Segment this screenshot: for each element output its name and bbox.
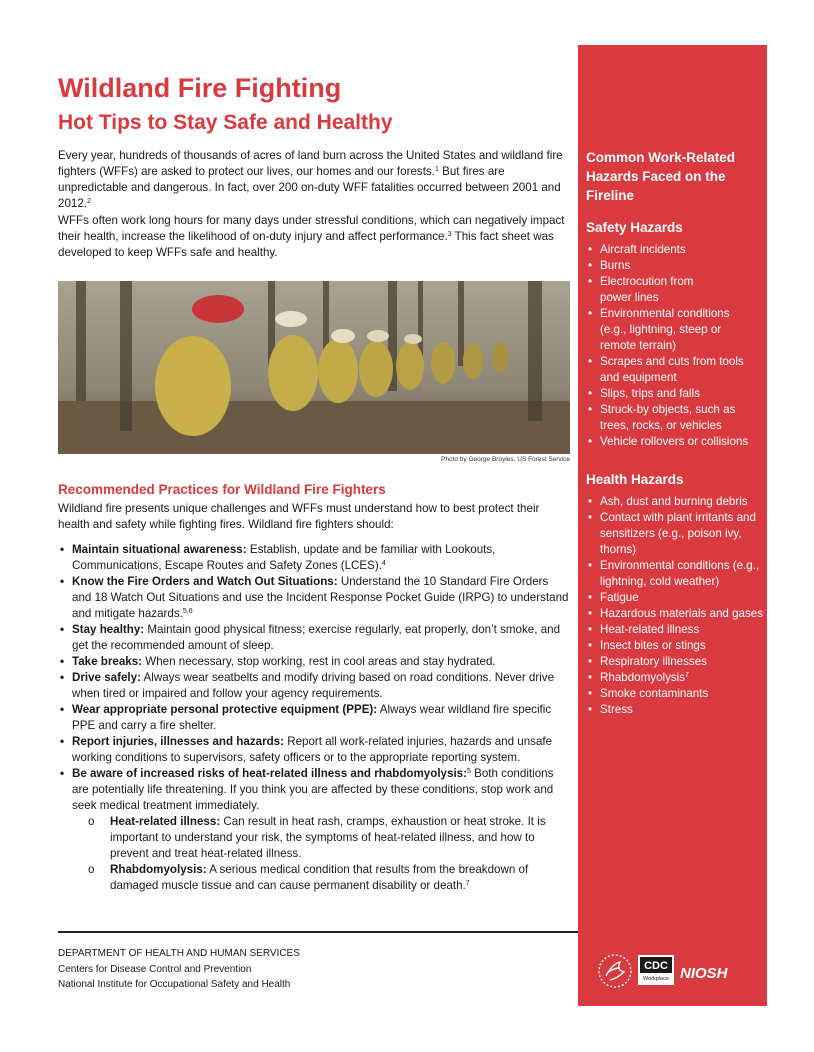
footnote-ref: 5 xyxy=(466,768,471,775)
list-item xyxy=(586,510,766,558)
item-text: When necessary, stop working, rest in cool areas and stay hydrated. xyxy=(142,655,496,668)
item-label: Drive safely: xyxy=(72,671,141,684)
intro-paragraph-1 xyxy=(58,148,570,212)
footer-divider xyxy=(58,931,578,933)
photo-credit: Photo by George Broyles, US Forest Service xyxy=(441,456,570,463)
cdc-logo-icon xyxy=(638,955,674,985)
item-text: • Contact with plant irritants and sensitizers (e.g., poison ivy, thorns) xyxy=(600,511,756,556)
item-label: Maintain situational awareness: xyxy=(72,543,247,556)
safety-hazards-title: Safety Hazards xyxy=(586,220,683,235)
list-item xyxy=(586,242,766,258)
list-item xyxy=(58,734,570,766)
footnote-ref: 1 xyxy=(434,166,439,173)
sub-list xyxy=(72,814,570,894)
intro-text-1a: Every year, hundreds of thousands of acres of land burn across the United States and wildland fire fighters (WFFs) are asked to protect our lives, our homes and our forests. xyxy=(58,149,563,178)
list-item xyxy=(58,622,570,654)
health-hazards-title: Health Hazards xyxy=(586,472,684,487)
item-text: Rhabdomyolysis xyxy=(600,671,686,684)
item-text: • Environmental conditions (e.g., lightning, steep or remote terrain) xyxy=(600,307,730,352)
footnote-ref: 3 xyxy=(447,231,452,238)
list-item xyxy=(586,354,766,386)
list-item xyxy=(586,402,766,434)
list-item xyxy=(58,574,570,622)
item-text: Burns xyxy=(600,259,631,272)
safety-hazards-list xyxy=(586,242,766,450)
item-text: • Struck-by objects, such as trees, rocks, or vehicles xyxy=(600,403,736,432)
item-text: Hazardous materials and gases xyxy=(600,607,764,620)
item-text: Establish, update and be familiar with Lookouts, Communications, Escape Routes and Safety Zones (LCES). xyxy=(72,543,496,572)
item-label: Heat-related illness: xyxy=(110,815,221,828)
item-text: Always wear wildland fire specific PPE and carry a fire shelter. xyxy=(72,703,552,732)
niosh-logo-text: NIOSH xyxy=(680,965,728,982)
intro-text-2b: This fact sheet was developed to keep WFFs safe and healthy. xyxy=(58,230,554,259)
health-hazards-list xyxy=(586,494,766,718)
list-item xyxy=(586,654,766,670)
item-label: Know the Fire Orders and Watch Out Situations: xyxy=(72,575,338,588)
footer-department: DEPARTMENT OF HEALTH AND HUMAN SERVICES xyxy=(58,948,300,959)
list-item xyxy=(586,306,766,354)
cdc-logo-text: CDC xyxy=(644,960,668,972)
list-item xyxy=(586,494,766,510)
list-item xyxy=(586,686,766,702)
hazards-sidebar xyxy=(578,45,767,1006)
item-text: Stress xyxy=(600,703,633,716)
niosh-logo-icon xyxy=(680,965,729,982)
item-text: Ash, dust and burning debris xyxy=(600,495,748,508)
list-item xyxy=(586,274,766,306)
footnote-ref: 7 xyxy=(685,672,689,679)
list-item xyxy=(586,558,766,590)
item-label: Stay healthy: xyxy=(72,623,145,636)
item-text: • Electrocution from power lines xyxy=(600,275,694,304)
intro-text-1b: But fires are unpredictable and dangerous. In fact, over 200 on-duty WFF fatalities occurred between 2001 and 2012. xyxy=(58,165,561,210)
list-item xyxy=(58,654,570,670)
item-text: Vehicle rollovers or collisions xyxy=(600,435,749,448)
section-title: Recommended Practices for Wildland Fire Fighters xyxy=(58,482,386,497)
list-item xyxy=(586,434,766,450)
item-text: • Environmental conditions (e.g., lightning, cold weather) xyxy=(600,559,760,588)
item-text: Smoke contaminants xyxy=(600,687,709,700)
footnote-ref: 2 xyxy=(87,198,91,205)
list-item xyxy=(586,638,766,654)
footnote-ref: 4 xyxy=(381,560,386,567)
page-title: Wildland Fire Fighting xyxy=(58,73,342,103)
list-item xyxy=(58,766,570,894)
item-label: Be aware of increased risks of heat-related illness and rhabdomyolysis: xyxy=(72,767,467,780)
item-text: A serious medical condition that results from the breakdown of damaged muscle tissue and can cause permanent disability or death. xyxy=(110,863,529,892)
cdc-logo-subtext: Workplace xyxy=(643,976,669,982)
list-item xyxy=(586,670,766,686)
sidebar-heading: Common Work-Related Hazards Faced on the Fireline xyxy=(586,150,736,203)
item-text: Slips, trips and falls xyxy=(600,387,700,400)
item-text: Both conditions are potentially life threatening. If you think you are affected by these conditions, stop work and seek medical treatment immediately. xyxy=(72,767,554,812)
footer-cdc: Centers for Disease Control and Prevention xyxy=(58,963,252,975)
sub-list-item xyxy=(86,862,570,894)
sub-list-item xyxy=(86,814,570,862)
item-text: Aircraft incidents xyxy=(600,243,686,256)
section-intro: Wildland fire presents unique challenges and WFFs must understand how to best protect their health and safety while fighting fires. Wildland fire fighters should: xyxy=(58,502,540,531)
footnote-ref: 7 xyxy=(465,880,470,887)
item-text: Can result in heat rash, cramps, exhaustion or heat stroke. It is important to understand your risk, the symptoms of heat-related illness, and how to prevent and treat heat-related illness. xyxy=(110,815,546,860)
item-text: Insect bites or stings xyxy=(600,639,706,652)
item-text: Always wear seatbelts and modify driving based on road conditions. Never drive when tired or impaired and follow your agency requirements. xyxy=(72,671,555,700)
practices-list xyxy=(58,542,570,894)
item-text: Respiratory illnesses xyxy=(600,655,707,668)
hhs-logo-icon xyxy=(599,955,631,987)
item-text: Understand the 10 Standard Fire Orders and 18 Watch Out Situations and use the Incident Response Pocket Guide (IRPG) to understand and mitigate hazards. xyxy=(72,575,569,620)
intro-text-2a: WFFs often work long hours for many days under stressful conditions, which can negatively impact their health, increase the likelihood of on-duty injury and affect performance. xyxy=(58,214,565,243)
intro-paragraph-2 xyxy=(58,213,570,261)
item-label: Rhabdomyolysis: xyxy=(110,863,207,876)
firefighters-photo xyxy=(58,281,570,454)
list-item xyxy=(58,542,570,574)
list-item xyxy=(586,606,766,622)
item-label: Report injuries, illnesses and hazards: xyxy=(72,735,284,748)
footnote-ref: 5,6 xyxy=(182,608,193,615)
item-text: Report all work-related injuries, hazards and unsafe working conditions to supervisors, safety officers or to the appropriate reporting system. xyxy=(72,735,553,764)
item-text: Heat-related illness xyxy=(600,623,700,636)
list-item xyxy=(58,702,570,734)
list-item xyxy=(586,258,766,274)
footer xyxy=(58,946,300,993)
list-item xyxy=(586,386,766,402)
list-item xyxy=(586,622,766,638)
list-item xyxy=(586,590,766,606)
page-subtitle: Hot Tips to Stay Safe and Healthy xyxy=(58,111,393,134)
item-text: Maintain good physical fitness; exercise regularly, eat properly, don’t smoke, and get the recommended amount of sleep. xyxy=(72,623,561,652)
item-label: Take breaks: xyxy=(72,655,143,668)
agency-logos xyxy=(596,952,756,990)
item-text: Fatigue xyxy=(600,591,639,604)
list-item xyxy=(586,702,766,718)
item-label: Wear appropriate personal protective equipment (PPE): xyxy=(72,703,378,716)
list-item xyxy=(58,670,570,702)
item-text: • Scrapes and cuts from tools and equipment xyxy=(600,355,744,384)
footer-niosh: National Institute for Occupational Safety and Health xyxy=(58,979,291,990)
